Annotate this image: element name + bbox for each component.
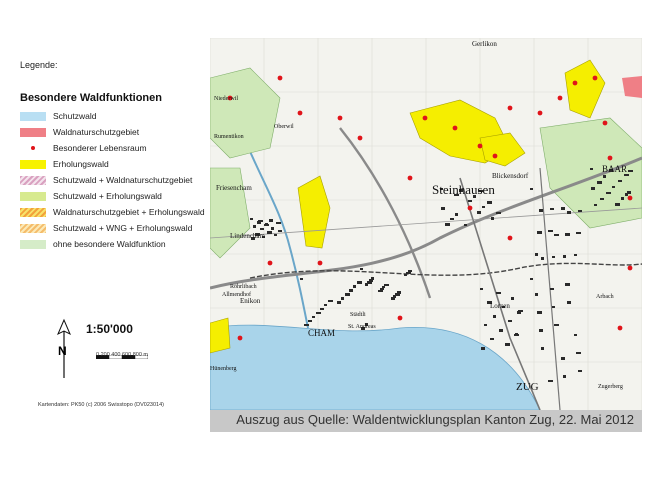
caption-bar — [210, 410, 642, 432]
place-label: Gerlikon — [472, 40, 497, 48]
building — [341, 297, 344, 300]
legend-item — [20, 174, 192, 186]
building — [493, 315, 496, 318]
map-credits: Kartendaten: PK50 (c) 2006 Swisstopo (DV023014) — [38, 402, 164, 408]
building — [563, 375, 566, 378]
building — [258, 220, 263, 222]
building — [468, 200, 472, 202]
habitat-marker — [298, 111, 303, 116]
habitat-marker — [628, 266, 633, 271]
building — [404, 274, 407, 276]
building — [565, 233, 570, 236]
legend-label: Erholungswald — [53, 159, 109, 169]
building — [554, 324, 559, 326]
place-label: Blickensdorf — [492, 172, 529, 180]
legend-item — [20, 238, 166, 250]
building — [324, 304, 327, 306]
building — [561, 357, 565, 360]
habitat-marker — [423, 116, 428, 121]
legend-swatch — [20, 224, 46, 233]
building — [274, 234, 277, 236]
legend-label: Schutzwald + Erholungswald — [53, 191, 162, 201]
building — [250, 218, 253, 220]
place-label: Enikon — [240, 297, 261, 305]
building — [624, 174, 629, 176]
building — [300, 278, 303, 280]
legend-swatch — [20, 160, 46, 169]
building — [554, 234, 559, 236]
building — [499, 329, 503, 332]
building — [618, 180, 622, 182]
building — [271, 227, 274, 230]
building — [482, 206, 485, 208]
legend-swatch — [20, 112, 46, 121]
building — [477, 211, 481, 214]
habitat-marker — [573, 81, 578, 86]
legend-item — [20, 222, 192, 234]
building — [539, 209, 543, 212]
building — [349, 289, 353, 292]
habitat-marker — [493, 154, 498, 159]
place-label: Hünenberg — [210, 366, 237, 372]
building — [455, 213, 458, 216]
building — [621, 197, 624, 200]
habitat-marker — [558, 96, 563, 101]
building — [615, 203, 620, 206]
building — [487, 201, 492, 204]
legend-item — [20, 142, 147, 154]
place-label: Lindencham — [230, 232, 265, 240]
building — [530, 278, 533, 280]
habitat-marker — [338, 116, 343, 121]
building — [505, 343, 510, 346]
building — [552, 256, 555, 258]
building — [628, 170, 633, 172]
building — [576, 352, 581, 354]
legend-swatch — [20, 176, 46, 185]
habitat-marker — [478, 144, 483, 149]
habitat-marker — [608, 156, 613, 161]
legend-title: Legende: — [20, 60, 58, 70]
building — [550, 288, 554, 290]
legend-item — [20, 158, 109, 170]
building — [550, 208, 554, 210]
place-label: Lorzen — [490, 302, 510, 310]
legend-item — [20, 190, 162, 202]
building — [481, 347, 485, 350]
habitat-marker — [268, 261, 273, 266]
building — [378, 290, 383, 292]
building — [406, 272, 411, 274]
map-image — [210, 38, 642, 410]
legend-item — [20, 110, 96, 122]
building — [508, 320, 512, 322]
building — [625, 193, 628, 196]
building — [380, 288, 384, 290]
legend-label: Schutzwald + WNG + Erholungswald — [53, 223, 193, 233]
building — [537, 231, 542, 234]
building — [548, 230, 553, 232]
building — [365, 283, 368, 286]
building — [535, 253, 538, 256]
building — [594, 204, 597, 206]
building — [565, 283, 570, 286]
building — [260, 228, 264, 230]
building — [480, 288, 483, 290]
habitat-marker — [408, 176, 413, 181]
building — [464, 224, 467, 226]
building — [353, 285, 356, 288]
building — [518, 310, 523, 312]
building — [328, 300, 333, 302]
building — [541, 257, 544, 260]
habitat-marker — [238, 336, 243, 341]
place-label: Städtli — [350, 312, 366, 318]
place-label: Röhrlibach — [230, 284, 257, 290]
building — [360, 268, 363, 270]
building — [253, 225, 256, 228]
building — [490, 338, 494, 340]
building — [578, 370, 582, 372]
building — [574, 254, 577, 256]
recreation-forest — [210, 318, 230, 353]
place-label: Niederwil — [214, 96, 238, 102]
legend-label: Besonderer Lebensraum — [53, 143, 147, 153]
building — [530, 188, 533, 190]
legend-label: Waldnaturschutzgebiet — [53, 127, 140, 137]
building — [548, 380, 553, 382]
building — [450, 218, 454, 220]
building — [269, 219, 273, 222]
place-label: Steinhausen — [432, 182, 495, 197]
building — [491, 217, 494, 220]
habitat-marker — [453, 126, 458, 131]
building — [600, 198, 604, 200]
building — [441, 207, 445, 210]
legend-label: Schutzwald + Waldnaturschutzgebiet — [53, 175, 193, 185]
legend-swatch — [20, 240, 46, 249]
legend-label: ohne besondere Waldfunktion — [53, 239, 166, 249]
place-label: Rumentikon — [214, 134, 244, 140]
place-label: Zugerberg — [598, 384, 623, 390]
place-label: ZUG — [516, 381, 539, 393]
north-label: N — [58, 344, 67, 358]
building — [384, 284, 389, 286]
building — [267, 231, 272, 234]
legend-item — [20, 126, 139, 138]
legend-swatch — [20, 144, 46, 153]
legend-item — [20, 206, 205, 218]
building — [265, 223, 268, 226]
place-label: Oberwil — [274, 124, 294, 130]
building — [606, 192, 611, 194]
building — [567, 211, 571, 214]
building — [537, 311, 542, 314]
legend-label: Waldnaturschutzgebiet + Erholungswald — [53, 207, 205, 217]
place-label: BAAR — [602, 164, 628, 174]
habitat-marker — [628, 196, 633, 201]
habitat-marker — [593, 76, 598, 81]
building — [574, 334, 577, 336]
building — [278, 230, 282, 232]
building — [567, 301, 571, 304]
building — [484, 324, 487, 326]
place-label: Friesencham — [216, 184, 252, 192]
source-caption: Auszug aus Quelle: Waldentwicklungsplan Kanton Zug, 22. Mai 2012 — [236, 412, 634, 427]
habitat-marker — [508, 236, 513, 241]
building — [337, 301, 341, 304]
building — [345, 293, 350, 296]
building — [320, 308, 324, 310]
legend-label: Schutzwald — [53, 111, 97, 121]
building — [539, 329, 543, 332]
building — [316, 312, 321, 314]
habitat-marker — [358, 136, 363, 141]
building — [590, 168, 593, 170]
building — [612, 186, 615, 188]
building — [552, 306, 555, 308]
habitat-marker — [318, 261, 323, 266]
building — [591, 187, 595, 190]
scale-ticks: 0 200 400 600 800 m — [96, 352, 148, 358]
building — [578, 210, 582, 212]
place-label: Allmendhof — [222, 292, 251, 298]
building — [576, 232, 581, 234]
place-label: St. Andreas — [348, 324, 376, 330]
building — [496, 212, 501, 214]
legend-heading: Besondere Waldfunktionen — [20, 92, 162, 104]
place-label: CHAM — [308, 328, 336, 338]
legend-swatch — [20, 192, 46, 201]
building — [535, 293, 538, 296]
building — [563, 255, 566, 258]
building — [408, 270, 412, 272]
scale-ratio: 1:50'000 — [86, 322, 133, 336]
building — [561, 207, 565, 210]
building — [391, 297, 395, 300]
building — [511, 297, 514, 300]
habitat-marker — [278, 76, 283, 81]
nature-reserve — [622, 76, 642, 98]
habitat-marker — [538, 111, 543, 116]
map-canvas — [210, 38, 642, 410]
building — [357, 281, 362, 284]
building — [308, 320, 312, 322]
habitat-marker — [508, 106, 513, 111]
habitat-marker — [398, 316, 403, 321]
scale-bar — [96, 346, 148, 350]
legend-swatch — [20, 128, 46, 137]
building — [515, 333, 518, 336]
habitat-marker — [618, 326, 623, 331]
building — [276, 222, 281, 224]
place-label: Arbach — [596, 294, 614, 300]
building — [304, 324, 309, 326]
building — [597, 181, 602, 184]
building — [312, 316, 315, 318]
building — [603, 175, 606, 178]
legend-swatch — [20, 208, 46, 217]
building — [541, 347, 544, 350]
building — [496, 292, 501, 294]
habitat-marker — [603, 121, 608, 126]
habitat-marker — [468, 206, 473, 211]
building — [445, 223, 450, 226]
building — [382, 286, 385, 288]
